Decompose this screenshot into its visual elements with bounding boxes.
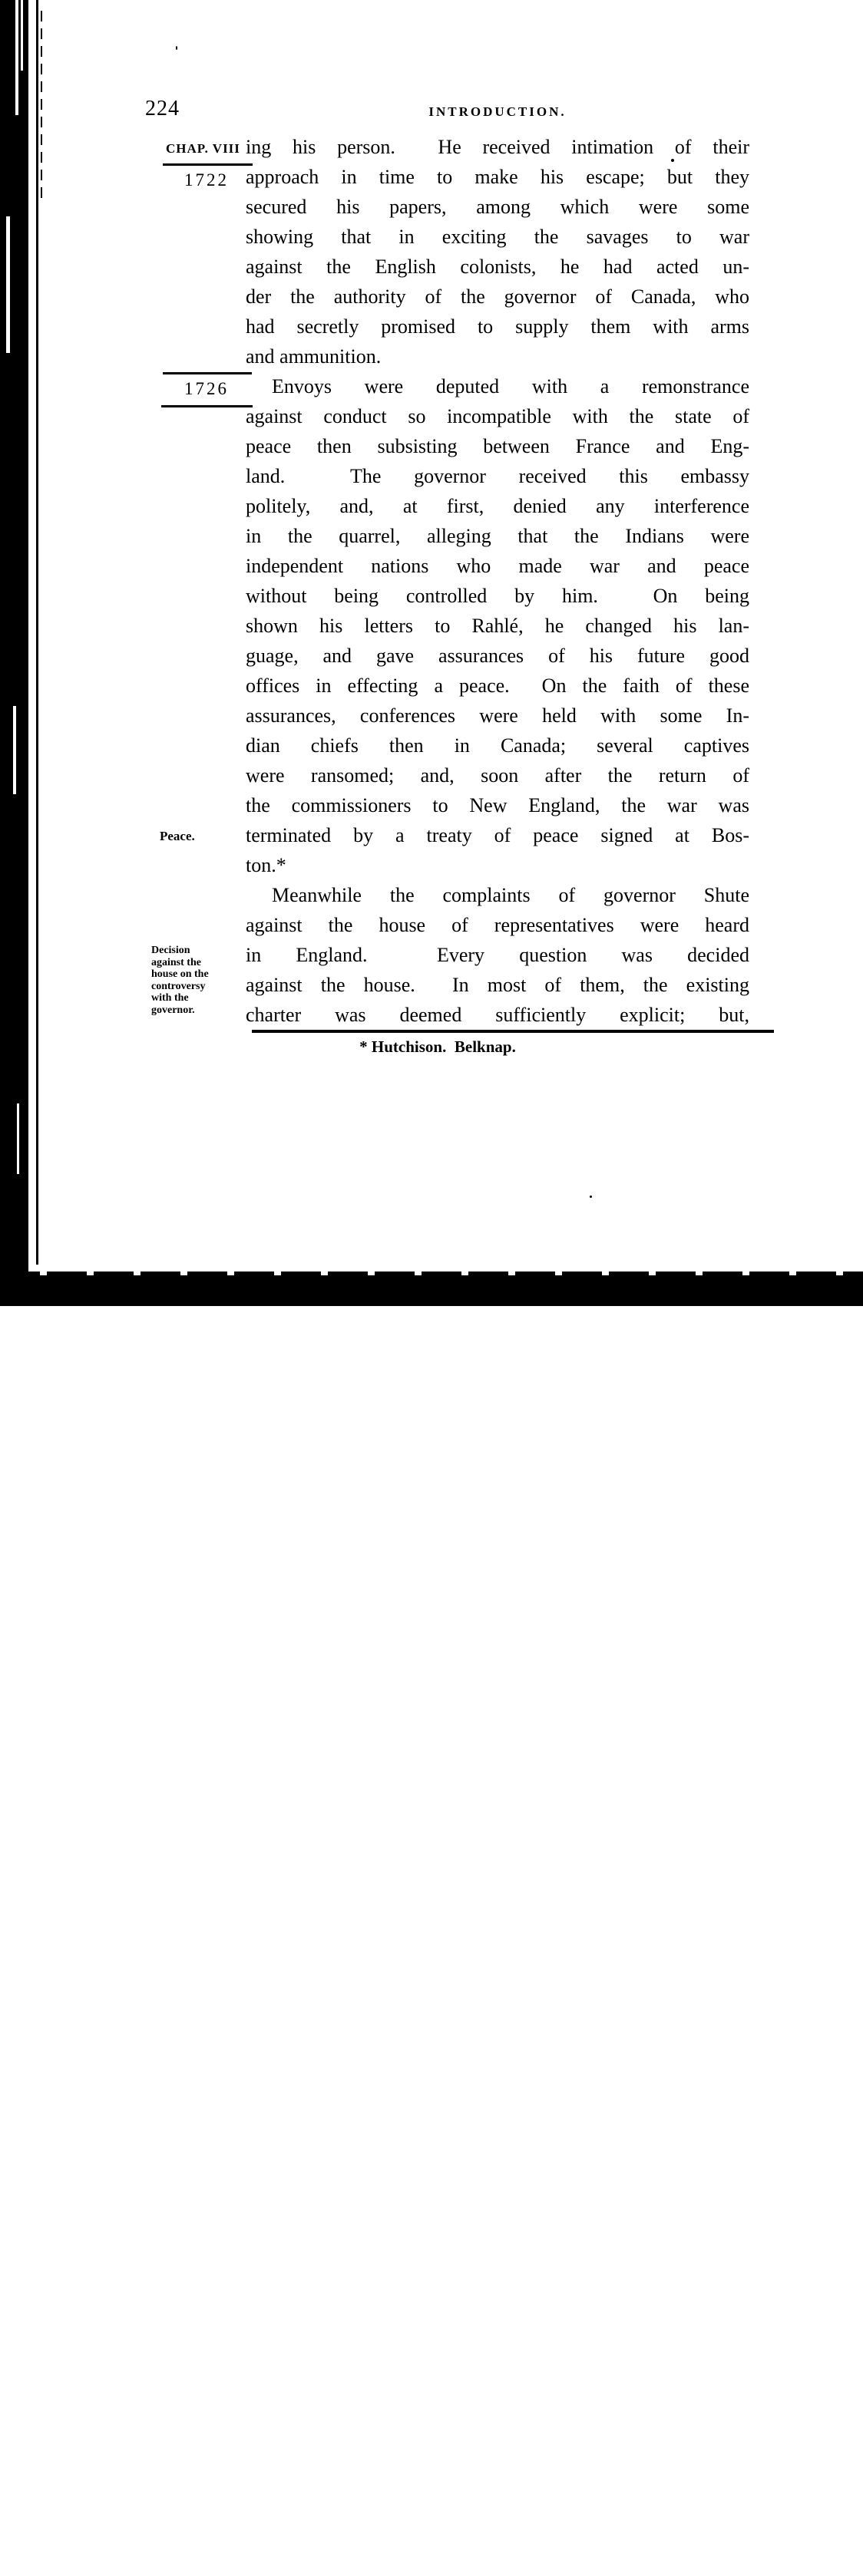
- text-line: in England. Every question was decided: [246, 944, 749, 966]
- text-line: in the quarrel, alleging that the Indians were: [246, 525, 749, 547]
- scan-noise-speck: [671, 159, 674, 162]
- margin-note-line: governor.: [151, 1004, 195, 1016]
- text-line: approach in time to make his escape; but they: [246, 166, 749, 188]
- margin-note-line: with the: [151, 992, 189, 1004]
- scan-noise-speck: [590, 1196, 592, 1198]
- margin-note-line: controversy: [151, 980, 206, 992]
- margin-rule: [161, 405, 253, 407]
- margin-note-line: against the: [151, 956, 201, 968]
- binding-white-streak: [21, 0, 23, 71]
- scan-noise-speck: [828, 2561, 832, 2564]
- text-line: Meanwhile the complaints of governor Shute: [272, 884, 749, 906]
- margin-note-chapter: CHAP. VIII: [166, 141, 240, 156]
- text-line: Envoys were deputed with a remonstrance: [272, 375, 749, 397]
- running-header: INTRODUCTION.: [428, 104, 567, 119]
- book-binding-shadow-left: [0, 0, 28, 1306]
- binding-white-streak: [6, 216, 10, 353]
- text-line: dian chiefs then in Canada; several captives: [246, 734, 749, 757]
- text-line: against the English colonists, he had acted un-: [246, 256, 749, 278]
- margin-year-1722: 1722: [184, 170, 229, 190]
- page-number: 224: [145, 97, 180, 120]
- text-line: politely, and, at first, denied any interference: [246, 495, 749, 517]
- margin-rule: [163, 372, 252, 374]
- margin-note-decision: [151, 945, 228, 1016]
- text-line: the commissioners to New England, the war was: [246, 794, 749, 816]
- text-line: offices in effecting a peace. On the faith of these: [246, 675, 749, 697]
- margin-note-line: house on the: [151, 968, 209, 980]
- text-line: assurances, conferences were held with some In-: [246, 704, 749, 727]
- body-text-block: [246, 132, 749, 1030]
- binding-white-streak: [15, 0, 18, 115]
- binding-white-streak: [13, 706, 16, 794]
- book-binding-shadow-bottom: [0, 1275, 863, 1306]
- text-line: peace then subsisting between France and Eng-: [246, 435, 749, 457]
- text-line: der the authority of the governor of Canada, who: [246, 285, 749, 308]
- margin-rule: [163, 163, 253, 166]
- text-line: against the house of representatives were heard: [246, 914, 749, 936]
- text-line: secured his papers, among which were some: [246, 196, 749, 218]
- text-line: against conduct so incompatible with the state of: [246, 405, 749, 427]
- margin-year-1726: 1726: [184, 379, 229, 398]
- binding-crease-line: [36, 0, 38, 1265]
- text-line: and ammunition.: [246, 345, 382, 368]
- text-line: showing that in exciting the savages to war: [246, 226, 749, 248]
- text-line: ing his person. He received intimation of their: [246, 136, 749, 158]
- margin-note-peace: Peace.: [160, 829, 195, 843]
- footnote: * Hutchison. Belknap.: [359, 1037, 516, 1056]
- text-line: ton.*: [246, 854, 286, 876]
- text-line: guage, and gave assurances of his future good: [246, 645, 749, 667]
- text-line: shown his letters to Rahlé, he changed his lan-: [246, 615, 749, 637]
- scan-noise-speck: [840, 2571, 843, 2574]
- text-line: land. The governor received this embassy: [246, 465, 749, 487]
- text-line: against the house. In most of them, the existing: [246, 974, 749, 996]
- text-line: were ransomed; and, soon after the return of: [246, 764, 749, 787]
- binding-white-streak: [17, 1103, 19, 1174]
- text-line: independent nations who made war and peace: [246, 555, 749, 577]
- text-line: terminated by a treaty of peace signed at Bos-: [246, 824, 749, 846]
- binding-crease-line-dashed: [41, 11, 42, 204]
- margin-note-line: Decision: [151, 945, 190, 956]
- text-line: charter was deemed sufficiently explicit; but,: [246, 1004, 749, 1026]
- footnote-rule: [252, 1030, 774, 1033]
- scan-noise-speck: [176, 46, 177, 50]
- text-line: without being controlled by him. On being: [246, 585, 749, 607]
- text-line: had secretly promised to supply them with arms: [246, 315, 749, 338]
